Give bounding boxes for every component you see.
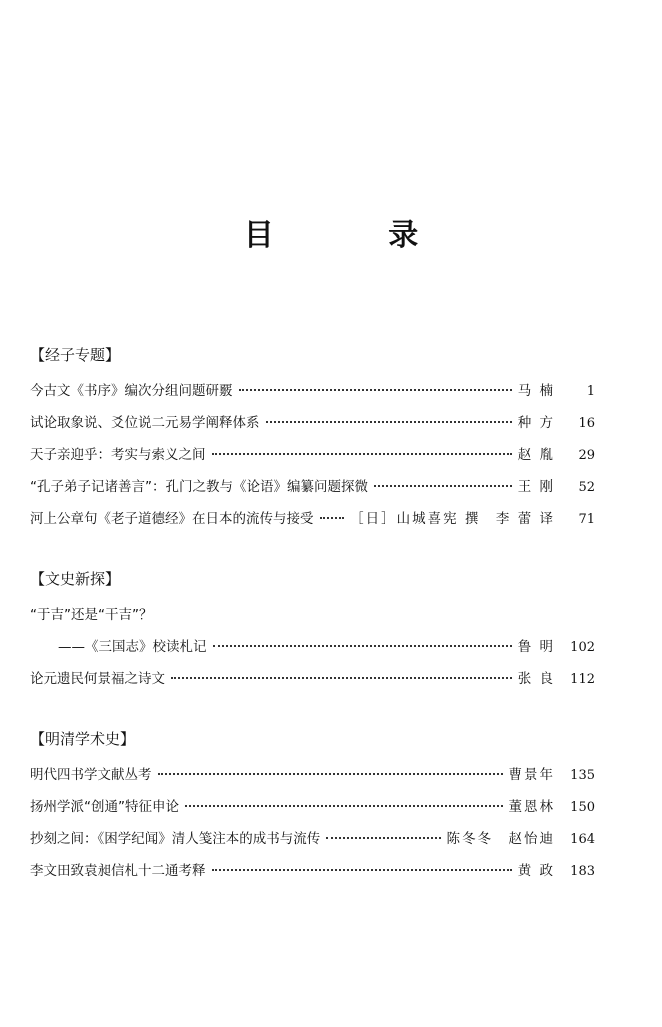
toc-entry[interactable] [30,599,595,631]
entry-author: 董恩林 [508,799,555,815]
page-title: 目 录 [243,218,471,253]
leader-dots [171,677,512,679]
toc-entry[interactable] [30,663,595,695]
entry-author: 鲁 明 [517,639,555,655]
entry-title: 李文田致袁昶信札十二通考释 [30,863,206,879]
leader-dots [213,645,512,647]
entry-title: 天子亲迎乎：考实与索义之间 [30,447,206,463]
toc-section-jingzi [30,343,595,535]
toc-entry[interactable] [30,407,595,439]
entry-page: 164 [570,832,595,847]
toc-section-wenshi [30,567,595,695]
entry-title: 论元遗民何景福之诗文 [30,671,165,687]
toc-section-mingqing [30,727,595,887]
entry-title: “于吉”还是“干吉”？ [30,607,153,623]
toc-entry[interactable] [30,631,595,663]
entry-author: 黄 政 [517,863,555,879]
toc-entry[interactable] [30,503,595,535]
toc-entry[interactable] [30,855,595,887]
entry-title: 抄刻之间：《困学纪闻》清人笺注本的成书与流传 [30,831,321,847]
entry-page: 102 [570,640,595,655]
entry-page: 16 [578,416,595,431]
leader-dots [212,869,512,871]
entry-title: 扬州学派“创通”特征申论 [30,799,179,815]
entry-author: 张 良 [517,671,555,687]
section-title: 【经子专题】 [30,346,121,364]
entry-title: 试论取象说、爻位说二元易学阐释体系 [30,415,260,431]
entry-author: 陈冬冬 赵怡迪 [446,831,555,847]
entry-page: 112 [570,672,595,687]
leader-dots [374,485,512,487]
entry-page: 1 [586,384,595,399]
entry-page: 183 [570,864,595,879]
entry-author: 曹景年 [508,767,555,783]
toc-entry[interactable] [30,375,595,407]
entry-page: 52 [578,480,595,495]
entry-title: 明代四书学文献丛考 [30,767,152,783]
toc-entry[interactable] [30,439,595,471]
leader-dots [185,805,503,807]
leader-dots [326,837,440,839]
entry-author: 马 楠 [517,383,555,399]
leader-dots [212,453,512,455]
entry-title: 今古文《书序》编次分组问题研覈 [30,383,233,399]
leader-dots [158,773,503,775]
entry-page: 71 [578,512,595,527]
leader-dots [320,517,345,519]
toc-entry[interactable] [30,791,595,823]
toc-entry[interactable] [30,471,595,503]
section-title: 【文史新探】 [30,570,121,588]
entry-title: “孔子弟子记诸善言”：孔门之教与《论语》编纂问题探微 [30,479,368,495]
toc-entry[interactable] [30,759,595,791]
section-title: 【明清学术史】 [30,730,136,748]
entry-author: 赵 胤 [517,447,555,463]
entry-title: 河上公章句《老子道德经》在日本的流传与接受 [30,511,314,527]
entry-page: 150 [570,800,595,815]
entry-author: 王 刚 [517,479,555,495]
leader-dots [239,389,512,391]
entry-author: ［日］山城喜宪 撰 李 蕾 译 [350,511,555,527]
entry-page: 135 [570,768,595,783]
entry-page: 29 [578,448,595,463]
entry-author: 种 方 [517,415,555,431]
toc-entry[interactable] [30,823,595,855]
leader-dots [266,421,512,423]
entry-subtitle: ——《三国志》校读札记 [58,639,207,655]
